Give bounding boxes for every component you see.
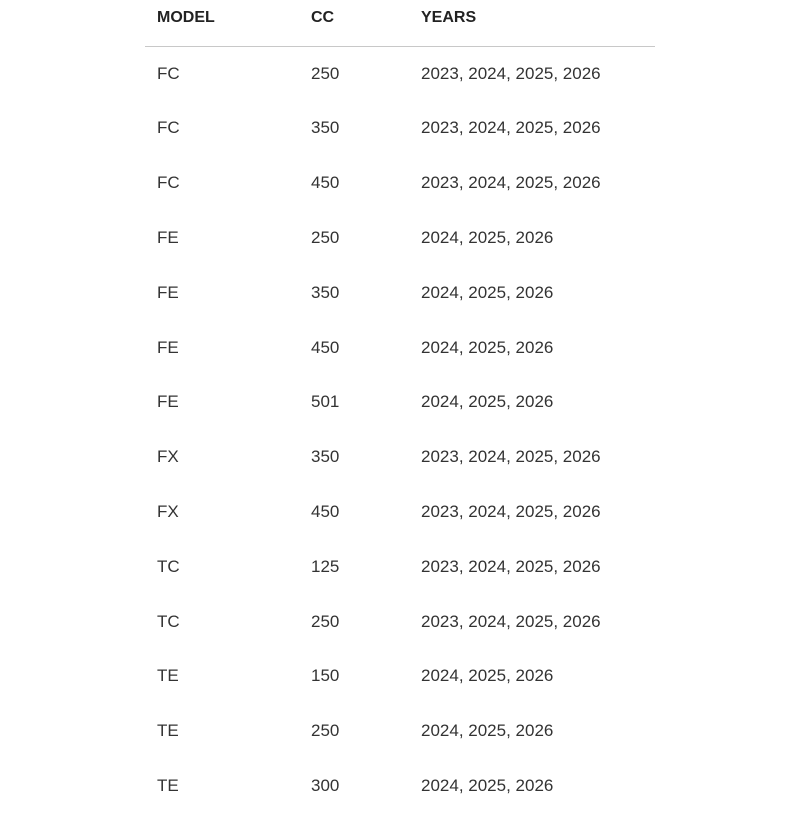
cell-cc: 350: [299, 101, 409, 156]
cell-cc: 300: [299, 759, 409, 813]
table-body: [145, 47, 655, 813]
cell-model: TC: [145, 594, 299, 649]
cell-model: FC: [145, 101, 299, 156]
column-header-years: YEARS: [409, 0, 655, 47]
compatibility-table-container: [145, 0, 655, 813]
cell-cc: 125: [299, 539, 409, 594]
cell-model: FE: [145, 265, 299, 320]
cell-years: 2023, 2024, 2025, 2026: [409, 430, 655, 485]
cell-cc: 250: [299, 47, 409, 102]
cell-cc: 250: [299, 594, 409, 649]
table-row: [145, 485, 655, 540]
cell-cc: 350: [299, 265, 409, 320]
cell-model: TE: [145, 759, 299, 813]
cell-years: 2024, 2025, 2026: [409, 704, 655, 759]
cell-years: 2023, 2024, 2025, 2026: [409, 101, 655, 156]
table-header: [145, 0, 655, 47]
compatibility-table: [145, 0, 655, 813]
header-row: [145, 0, 655, 47]
table-row: [145, 101, 655, 156]
cell-years: 2024, 2025, 2026: [409, 375, 655, 430]
cell-model: FE: [145, 320, 299, 375]
table-row: [145, 539, 655, 594]
table-row: [145, 156, 655, 211]
table-row: [145, 265, 655, 320]
cell-cc: 250: [299, 211, 409, 266]
cell-cc: 450: [299, 156, 409, 211]
table-row: [145, 211, 655, 266]
cell-cc: 250: [299, 704, 409, 759]
cell-model: FE: [145, 211, 299, 266]
cell-model: FE: [145, 375, 299, 430]
cell-years: 2024, 2025, 2026: [409, 320, 655, 375]
table-row: [145, 759, 655, 813]
cell-cc: 450: [299, 485, 409, 540]
cell-years: 2023, 2024, 2025, 2026: [409, 485, 655, 540]
cell-years: 2023, 2024, 2025, 2026: [409, 47, 655, 102]
column-header-model: MODEL: [145, 0, 299, 47]
table-row: [145, 649, 655, 704]
column-header-cc: CC: [299, 0, 409, 47]
cell-years: 2024, 2025, 2026: [409, 759, 655, 813]
table-row: [145, 704, 655, 759]
cell-years: 2024, 2025, 2026: [409, 211, 655, 266]
table-row: [145, 47, 655, 102]
cell-model: FX: [145, 485, 299, 540]
cell-years: 2023, 2024, 2025, 2026: [409, 156, 655, 211]
cell-cc: 150: [299, 649, 409, 704]
cell-cc: 501: [299, 375, 409, 430]
cell-model: FX: [145, 430, 299, 485]
table-row: [145, 594, 655, 649]
cell-model: TE: [145, 704, 299, 759]
table-row: [145, 375, 655, 430]
cell-years: 2024, 2025, 2026: [409, 649, 655, 704]
cell-model: TE: [145, 649, 299, 704]
cell-years: 2023, 2024, 2025, 2026: [409, 594, 655, 649]
cell-cc: 450: [299, 320, 409, 375]
table-row: [145, 320, 655, 375]
cell-years: 2023, 2024, 2025, 2026: [409, 539, 655, 594]
cell-model: FC: [145, 47, 299, 102]
cell-model: FC: [145, 156, 299, 211]
table-row: [145, 430, 655, 485]
cell-model: TC: [145, 539, 299, 594]
cell-cc: 350: [299, 430, 409, 485]
cell-years: 2024, 2025, 2026: [409, 265, 655, 320]
